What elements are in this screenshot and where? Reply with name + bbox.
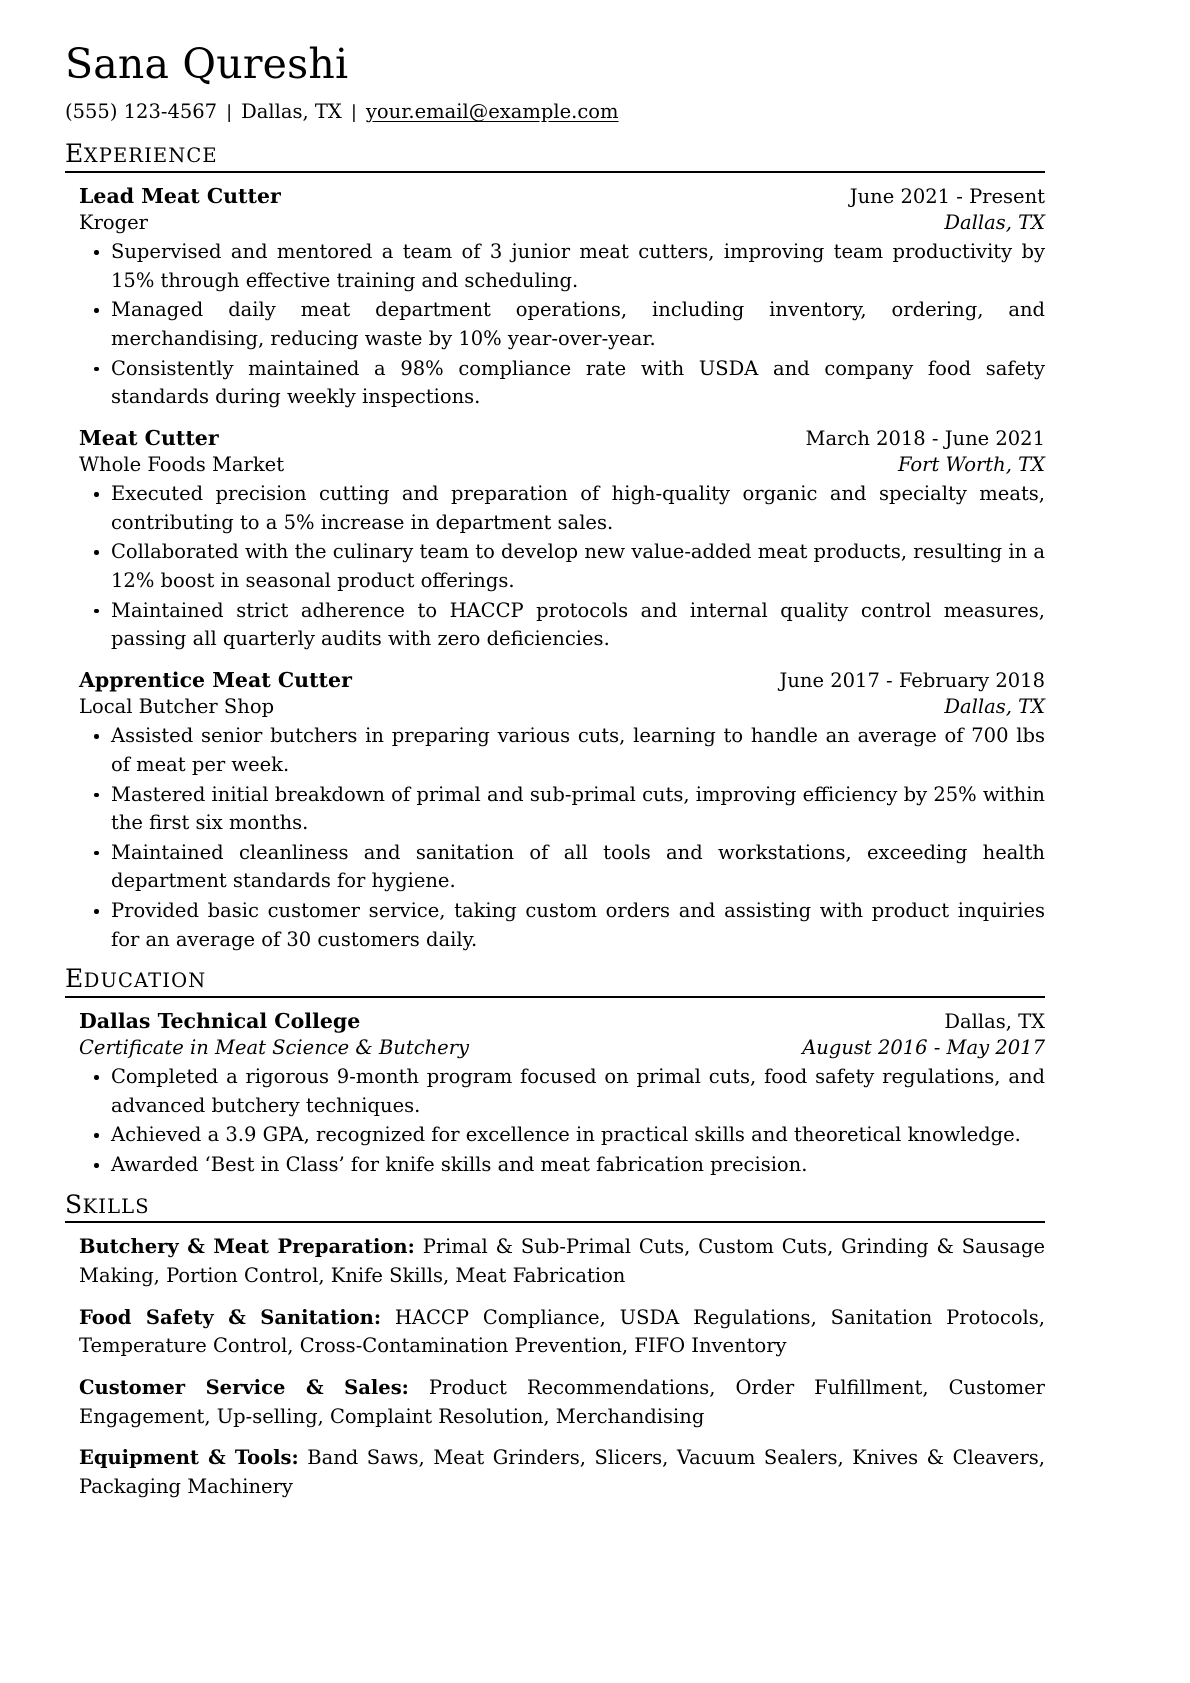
job-bullet-list	[65, 480, 1045, 654]
job-title: Meat Cutter	[79, 425, 219, 450]
section-heading-experience	[65, 140, 1045, 168]
contact-separator-2: |	[350, 101, 357, 123]
education-bullet: Completed a rigorous 9-month program focused on primal cuts, food safety regulations, and advanced butchery techniques.	[65, 1063, 1045, 1120]
job-organization: Local Butcher Shop	[79, 695, 275, 719]
skill-category-label: Butchery & Meat Preparation:	[79, 1235, 415, 1259]
resume-header	[65, 42, 1045, 124]
contact-line	[65, 99, 1045, 124]
contact-separator-1: |	[226, 101, 233, 123]
section-skills	[65, 1191, 1045, 1502]
entry-title-row	[65, 1008, 1045, 1035]
entry-org-row	[65, 452, 1045, 478]
job-organization: Kroger	[79, 211, 148, 235]
section-divider	[65, 996, 1045, 998]
contact-phone: (555) 123-4567	[65, 99, 218, 123]
skill-group	[65, 1374, 1045, 1431]
section-heading-initial: S	[65, 1189, 83, 1219]
section-education	[65, 965, 1045, 1179]
job-bullet: Maintained cleanliness and sanitation of all tools and workstations, exceeding health department standards for hygiene.	[65, 839, 1045, 896]
job-dates: March 2018 - June 2021	[805, 426, 1045, 450]
skill-category-label: Equipment & Tools:	[79, 1446, 299, 1470]
skill-items: HACCP Compliance, USDA Regulations, Sanitation Protocols, Temperature Control, Cross-Contamination Prevention, FIFO Inventory	[79, 1305, 1045, 1358]
section-heading-skills	[65, 1191, 1045, 1219]
skill-group	[65, 1233, 1045, 1290]
school-location: Dallas, TX	[944, 1009, 1045, 1033]
section-heading-rest: XPERIENCE	[83, 144, 218, 168]
skill-group	[65, 1444, 1045, 1501]
job-organization: Whole Foods Market	[79, 453, 285, 477]
education-bullet: Achieved a 3.9 GPA, recognized for excellence in practical skills and theoretical knowledge.	[65, 1121, 1045, 1150]
experience-entry	[65, 425, 1045, 654]
job-bullet-list	[65, 238, 1045, 412]
job-dates: June 2021 - Present	[849, 184, 1045, 208]
skill-category-label: Food Safety & Sanitation:	[79, 1305, 382, 1329]
school-dates: August 2016 - May 2017	[802, 1036, 1045, 1060]
job-bullet: Managed daily meat department operations, including inventory, ordering, and merchandising, reducing waste by 10% year-over-year.	[65, 296, 1045, 353]
resume-content	[65, 42, 1045, 1501]
job-bullet: Mastered initial breakdown of primal and sub-primal cuts, improving efficiency by 25% within the first six months.	[65, 781, 1045, 838]
job-bullet: Assisted senior butchers in preparing various cuts, learning to handle an average of 700 lbs of meat per week.	[65, 722, 1045, 779]
skill-items: Primal & Sub-Primal Cuts, Custom Cuts, Grinding & Sausage Making, Portion Control, Knife Skills, Meat Fabrication	[79, 1235, 1046, 1287]
education-bullet-list	[65, 1063, 1045, 1180]
section-experience	[65, 140, 1045, 954]
job-bullet-list	[65, 722, 1045, 954]
job-dates: June 2017 - February 2018	[779, 669, 1045, 693]
section-heading-initial: E	[65, 964, 84, 994]
job-bullet: Executed precision cutting and preparation of high-quality organic and specialty meats, contributing to a 5% increase in department sales.	[65, 480, 1045, 537]
section-heading-rest: KILLS	[82, 1194, 150, 1218]
experience-entry	[65, 667, 1045, 954]
entry-org-row	[65, 1035, 1045, 1061]
job-bullet: Provided basic customer service, taking custom orders and assisting with product inquiries for an average of 30 customers daily.	[65, 897, 1045, 954]
entry-org-row	[65, 210, 1045, 236]
section-heading-initial: E	[65, 139, 84, 169]
section-heading-education	[65, 965, 1045, 993]
contact-location: Dallas, TX	[241, 99, 342, 123]
job-bullet: Supervised and mentored a team of 3 junior meat cutters, improving team productivity by 15% through effective training and scheduling.	[65, 238, 1045, 295]
job-bullet: Maintained strict adherence to HACCP protocols and internal quality control measures, passing all quarterly audits with zero deficiencies.	[65, 597, 1045, 654]
entry-title-row	[65, 183, 1045, 210]
school-name: Dallas Technical College	[79, 1008, 361, 1033]
entry-title-row	[65, 425, 1045, 452]
job-location: Dallas, TX	[944, 695, 1045, 719]
section-divider	[65, 1221, 1045, 1223]
job-bullet: Consistently maintained a 98% compliance rate with USDA and company food safety standards during weekly inspections.	[65, 355, 1045, 412]
section-divider	[65, 171, 1045, 173]
degree-name: Certificate in Meat Science & Butchery	[79, 1036, 470, 1060]
candidate-name: Sana Qureshi	[65, 40, 349, 88]
skill-category-label: Customer Service & Sales:	[79, 1375, 409, 1399]
entry-title-row	[65, 667, 1045, 694]
skill-group	[65, 1304, 1045, 1361]
skill-items: Product Recommendations, Order Fulfillment, Customer Engagement, Up-selling, Complaint Resolution, Merchandising	[79, 1375, 1045, 1428]
job-title: Apprentice Meat Cutter	[79, 668, 352, 693]
entry-org-row	[65, 694, 1045, 720]
section-heading-rest: DUCATION	[83, 969, 207, 993]
job-location: Dallas, TX	[944, 211, 1045, 235]
skill-items: Band Saws, Meat Grinders, Slicers, Vacuum Sealers, Knives & Cleavers, Packaging Machinery	[79, 1446, 1045, 1498]
education-entry	[65, 1008, 1045, 1180]
job-bullet: Collaborated with the culinary team to develop new value-added meat products, resulting in a 12% boost in seasonal product offerings.	[65, 538, 1045, 595]
job-title: Lead Meat Cutter	[79, 183, 281, 208]
education-bullet: Awarded ‘Best in Class’ for knife skills and meat fabrication precision.	[65, 1151, 1045, 1180]
experience-entry	[65, 183, 1045, 412]
job-location: Fort Worth, TX	[897, 453, 1045, 477]
contact-email-link[interactable]: your.email@example.com	[365, 99, 619, 123]
